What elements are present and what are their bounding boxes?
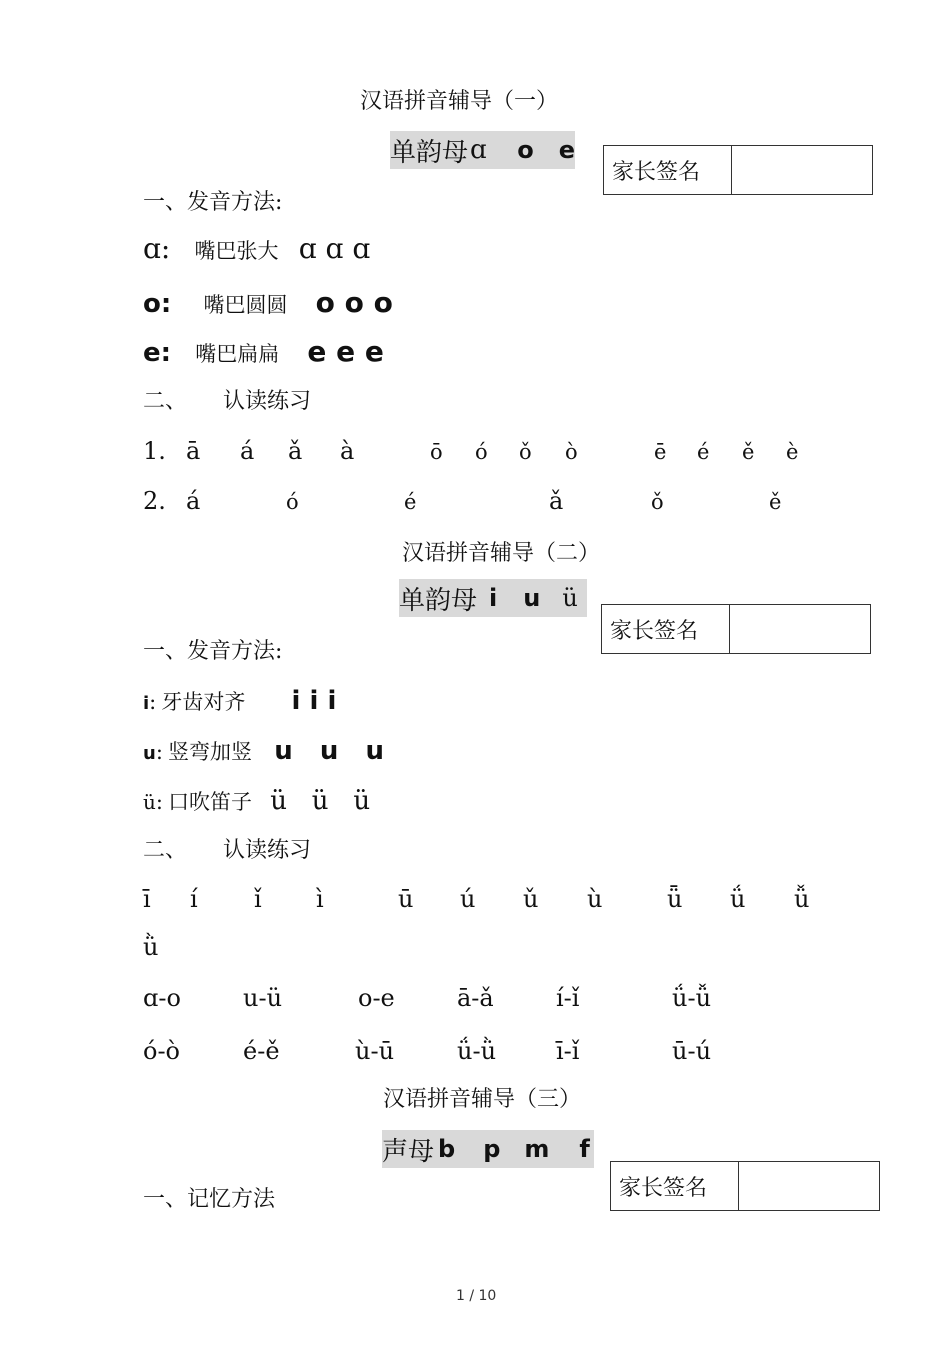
row-examples: o o o [315, 286, 393, 319]
tone-item: ī [143, 885, 151, 913]
band-letter: p [483, 1135, 501, 1163]
band-letter: e [558, 136, 575, 164]
pair-item: ó-ò [143, 1037, 181, 1065]
section2-band [399, 579, 587, 617]
band-label: 单韵母 [390, 137, 469, 168]
signature-field[interactable] [730, 605, 870, 653]
band-letter: u [523, 584, 541, 612]
heading-text: 认读练习 [223, 389, 312, 414]
row-desc: 嘴巴圆圆 [203, 293, 288, 317]
row-letter: ü [143, 790, 156, 814]
band-letter: o [517, 136, 534, 164]
row-desc: 嘴巴扁扁 [195, 342, 280, 366]
row-letter: e: [143, 338, 172, 368]
tone-item: ó [286, 490, 299, 514]
page-number: 1 / 10 [456, 1288, 497, 1304]
tone-item: ù [587, 885, 603, 913]
parent-signature-box [601, 604, 871, 654]
practice2-number: 2. [143, 487, 166, 515]
row-letter: o: [143, 289, 172, 319]
row-desc: 口吹笛子 [168, 790, 253, 814]
row-examples: u u u [274, 736, 385, 766]
band-letter: f [579, 1135, 590, 1163]
row-examples: ü ü ü [270, 786, 371, 816]
tone-item: ǘ [730, 885, 746, 913]
tone-item: ǜ [143, 933, 159, 961]
row-letter: u [143, 743, 156, 764]
tone-item: ū [398, 885, 414, 913]
band-letter: ɑ [469, 135, 487, 165]
section1-band [390, 131, 575, 169]
tone-item: ě [742, 440, 755, 464]
tone-item: ǒ [651, 490, 664, 514]
tone-item: é [697, 440, 710, 464]
row-examples: ɑ ɑ ɑ [298, 232, 371, 265]
section2-title: 汉语拼音辅导（二） [402, 541, 601, 566]
tone-item: ǖ [667, 885, 683, 913]
practice1-number: 1. [143, 437, 166, 465]
tone-item: ǎ [288, 437, 303, 465]
method-heading: 一、发音方法: [143, 190, 283, 215]
pronunciation-row: i: 牙齿对齐 i i i [143, 686, 337, 716]
tone-item: è [786, 440, 799, 464]
pronunciation-row [143, 335, 384, 368]
pair-item: o-e [358, 984, 395, 1012]
tone-item: ō [430, 440, 443, 464]
tone-item: é [404, 490, 417, 514]
practice-heading [143, 833, 311, 864]
tone-item: ǔ [523, 885, 539, 913]
tone-item: ò [565, 440, 578, 464]
section3-title: 汉语拼音辅导（三） [383, 1087, 582, 1112]
row-desc: 竖弯加竖 [168, 740, 252, 764]
heading-number: 二、 [143, 838, 188, 863]
tone-item: á [240, 437, 255, 465]
row-letter: ɑ: [143, 232, 171, 265]
pair-item: ù-ū [355, 1037, 395, 1065]
pair-item: ī-ǐ [556, 1037, 580, 1065]
pair-item: ǘ-ǚ [672, 984, 712, 1012]
row-examples: i i i [291, 686, 337, 716]
tone-item: ó [475, 440, 488, 464]
section3-band [382, 1130, 594, 1168]
practice-heading [143, 384, 311, 415]
pair-item: ɑ-o [143, 984, 181, 1012]
tone-item: ē [654, 440, 667, 464]
pair-item: é-ě [243, 1037, 280, 1065]
band-letter: i [489, 584, 498, 612]
signature-field[interactable] [732, 146, 872, 194]
signature-field[interactable] [739, 1162, 879, 1210]
row-letter: i [143, 693, 150, 714]
row-desc: 嘴巴张大 [194, 239, 279, 263]
band-letter: ü [562, 584, 578, 612]
signature-label: 家长签名 [604, 146, 732, 194]
pair-item: u-ü [243, 984, 283, 1012]
signature-label: 家长签名 [602, 605, 730, 653]
tone-item: ǒ [519, 440, 532, 464]
band-label: 声母 [382, 1136, 435, 1167]
tone-item: ā [186, 437, 201, 465]
tone-item: ǎ [549, 487, 564, 515]
heading-text: 认读练习 [223, 838, 312, 863]
tone-item: ǐ [254, 885, 262, 913]
pronunciation-row: u: 竖弯加竖 u u u [143, 736, 385, 766]
heading-number: 二、 [143, 389, 188, 414]
row-desc: 牙齿对齐 [161, 690, 246, 714]
pair-item: ā-ǎ [457, 984, 494, 1012]
band-letter: m [524, 1135, 550, 1163]
tone-item: ì [316, 885, 324, 913]
tone-item: à [340, 437, 355, 465]
row-examples: e e e [307, 335, 384, 368]
pair-item: ū-ú [672, 1037, 712, 1065]
method-heading: 一、发音方法: [143, 639, 283, 664]
tone-item: ě [769, 490, 782, 514]
section1-title: 汉语拼音辅导（一） [360, 89, 559, 114]
parent-signature-box [610, 1161, 880, 1211]
pronunciation-row: ü: 口吹笛子 ü ü ü [143, 786, 371, 816]
tone-item: ǚ [794, 885, 810, 913]
pair-item: ǘ-ǜ [457, 1037, 497, 1065]
method-heading: 一、记忆方法 [143, 1187, 276, 1212]
pronunciation-row [143, 286, 393, 319]
tone-item: á [186, 487, 201, 515]
band-label: 单韵母 [399, 585, 478, 616]
signature-label: 家长签名 [611, 1162, 739, 1210]
pronunciation-row [143, 232, 370, 265]
tone-item: í [190, 885, 198, 913]
pair-item: í-ǐ [556, 984, 580, 1012]
parent-signature-box [603, 145, 873, 195]
tone-item: ú [460, 885, 476, 913]
band-letter: b [438, 1135, 456, 1163]
